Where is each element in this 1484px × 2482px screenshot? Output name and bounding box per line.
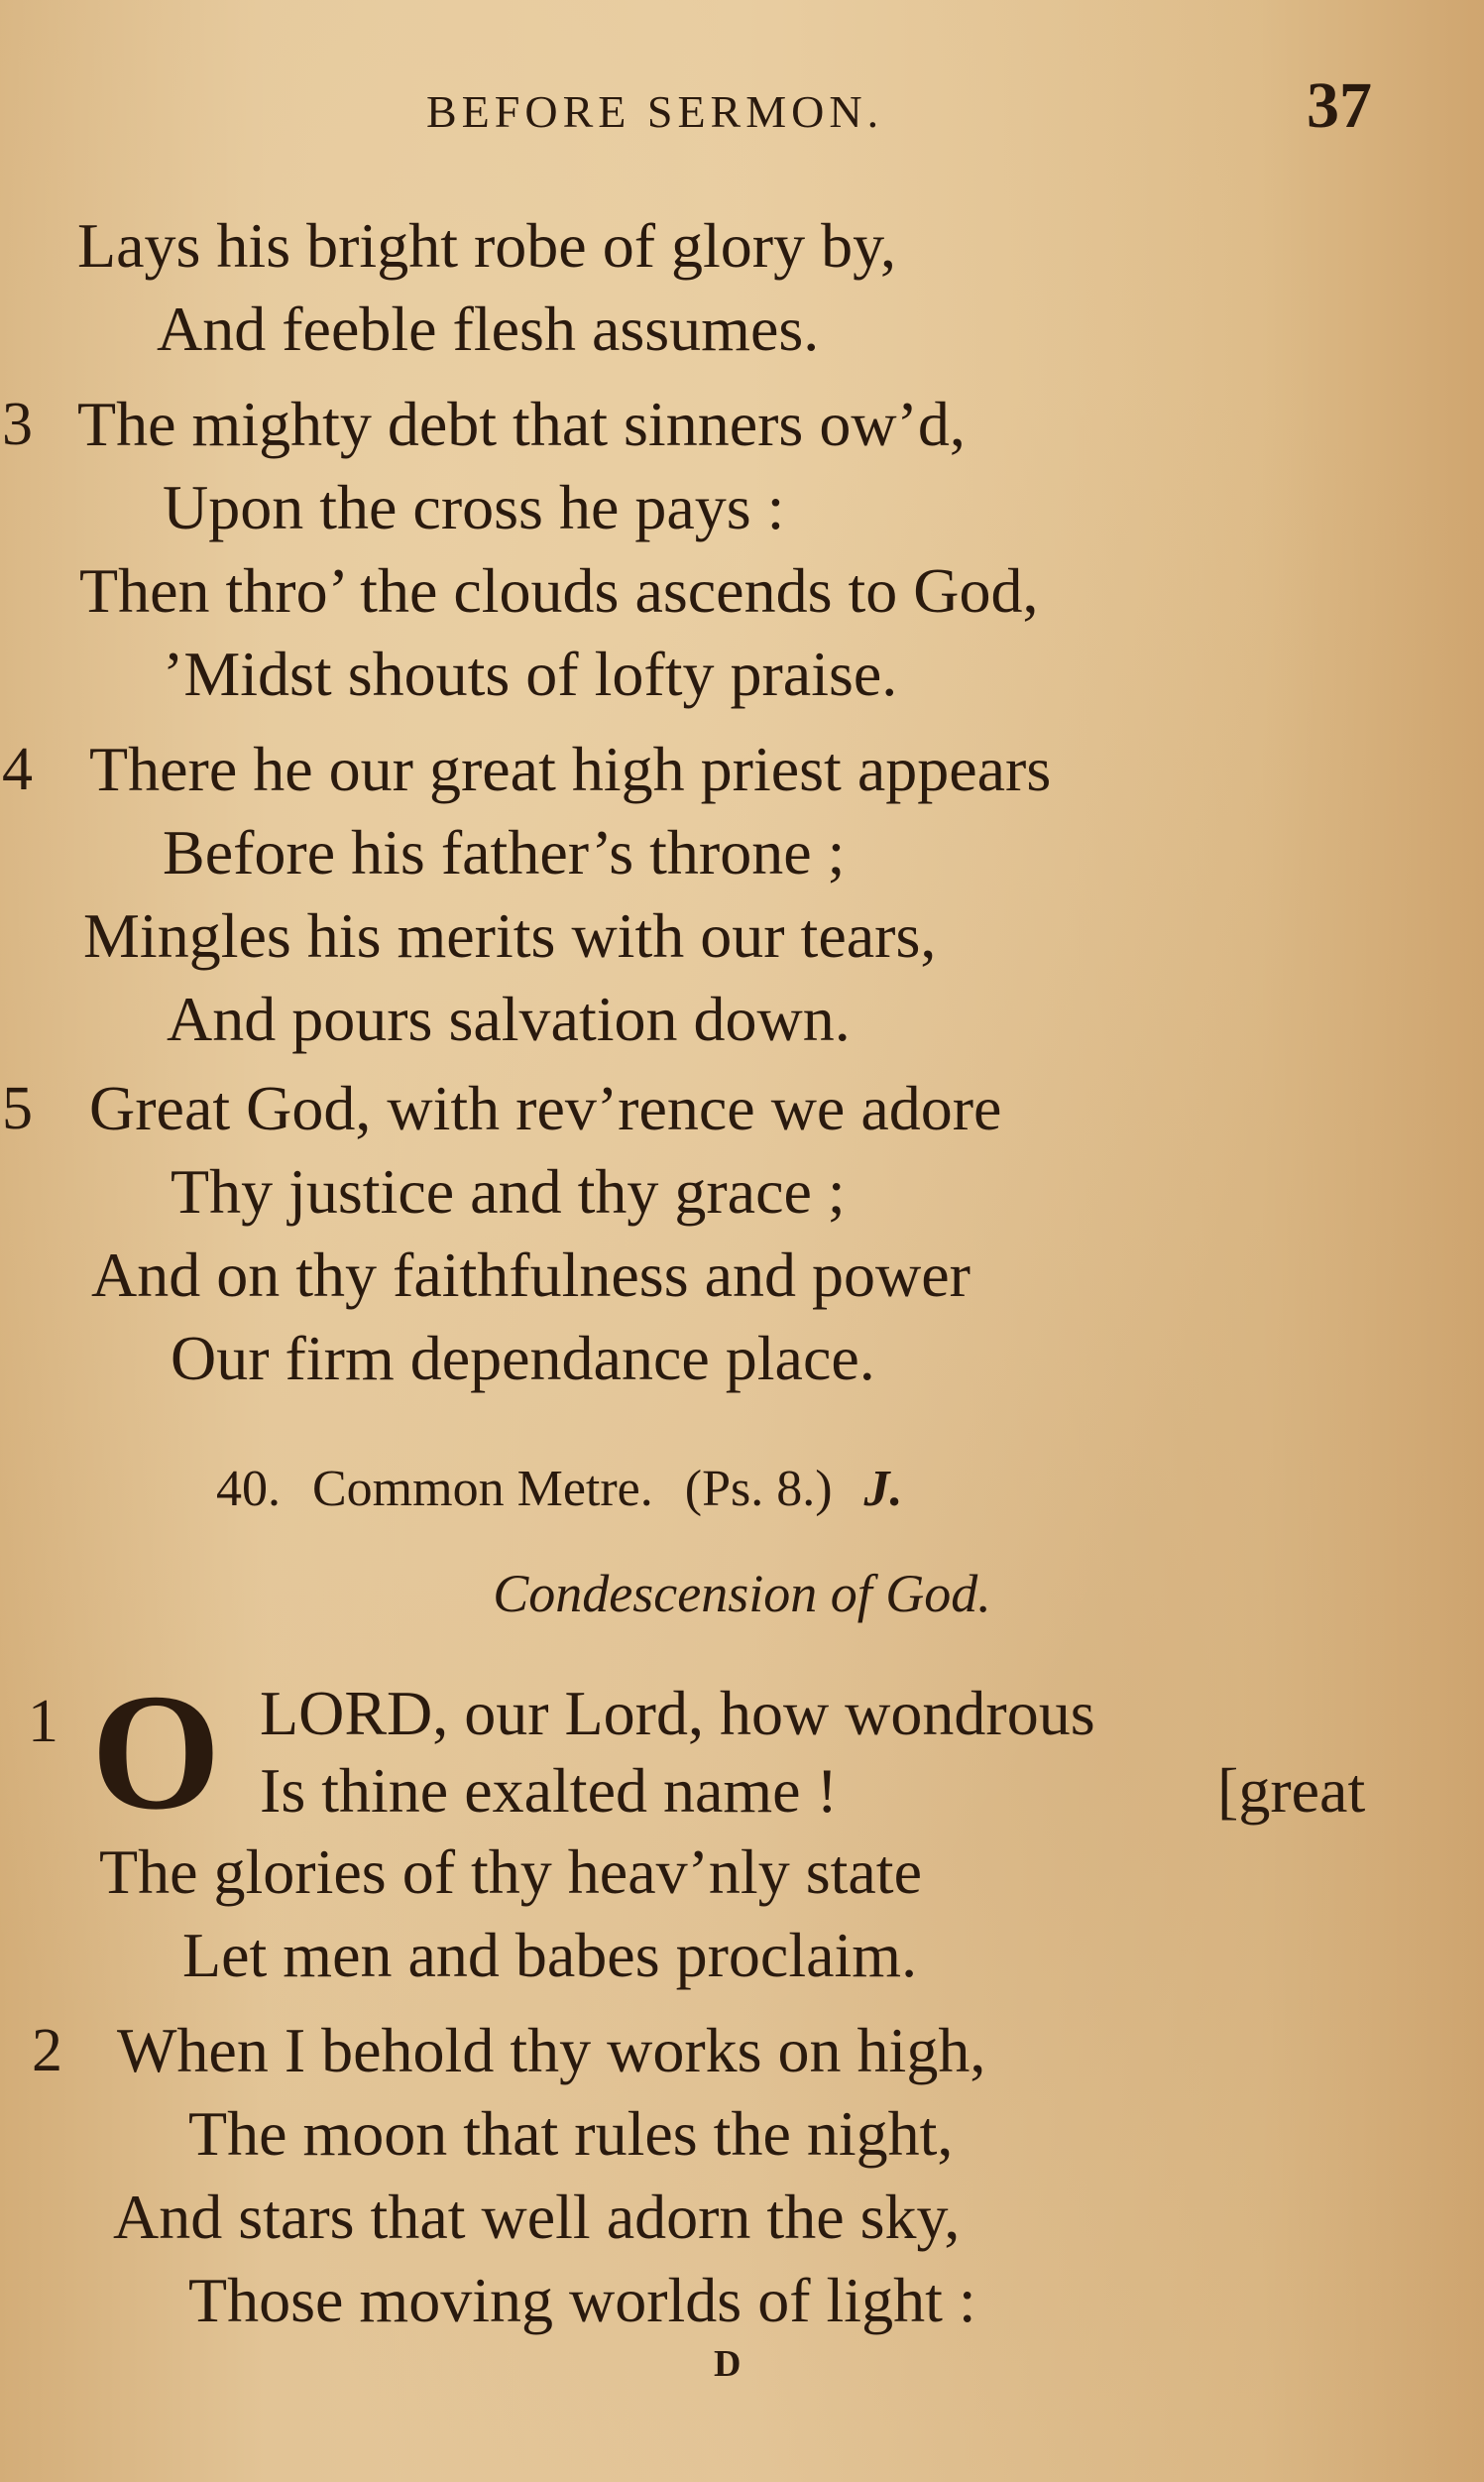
hymn-line: Lays his bright robe of glory by, [77,210,896,281]
hymn-line: Before his father’s throne ; [163,817,846,887]
hymn-line: Upon the cross he pays : [163,472,785,542]
hymn-line: The mighty debt that sinners ow’d, [77,389,966,459]
hymn-line: The glories of thy heav’nly state [99,1836,922,1907]
hymn-line: And stars that well adorn the sky, [113,2182,961,2252]
signature-mark: D [714,2343,742,2385]
verse-number: 4 [2,736,33,803]
turnover-word: [great [1217,1755,1366,1826]
hymn-line: Let men and babes proclaim. [182,1920,918,1990]
hymn-line: There he our great high priest appears [89,734,1052,804]
psalm-reference: (Ps. 8.) [684,1461,833,1517]
hymn-line: And feeble flesh assumes. [157,294,820,364]
hymn-line: Our firm dependance place. [171,1323,875,1393]
hymn-line: Thy justice and thy grace ; [171,1156,846,1227]
hymn-line: LORD, our Lord, how wondrous [260,1678,1095,1748]
hymn-author: J. [863,1461,903,1517]
running-head: BEFORE SERMON. [426,86,884,137]
verse-number: 5 [2,1075,33,1142]
hymn-line: And on thy faithfulness and power [91,1240,970,1310]
hymn-line: Is thine exalted name ! [260,1755,838,1826]
verse-number: 1 [28,1688,58,1755]
hymn-line: ’Midst shouts of lofty praise. [163,639,898,709]
hymn-line: Then thro’ the clouds ascends to God, [79,555,1039,626]
hymn-title: Condescension of God. [493,1564,991,1623]
hymn-number: 40. [216,1461,281,1517]
page-number: 37 [1307,69,1372,142]
verse-number: 3 [2,391,33,458]
hymn-line: Mingles his merits with our tears, [83,900,937,971]
hymn-heading [216,1458,903,1521]
hymn-metre: Common Metre. [312,1461,653,1517]
hymn-line: And pours salvation down. [167,984,851,1054]
hymn-line: When I behold thy works on high, [117,2015,986,2085]
hymn-line: The moon that rules the night, [188,2098,954,2169]
hymn-line: Great God, with rev’rence we adore [89,1073,1002,1143]
page-header [0,69,1484,147]
hymn-line: Those moving worlds of light : [188,2265,976,2335]
drop-cap: O [91,1660,221,1844]
verse-number: 2 [32,2017,62,2084]
